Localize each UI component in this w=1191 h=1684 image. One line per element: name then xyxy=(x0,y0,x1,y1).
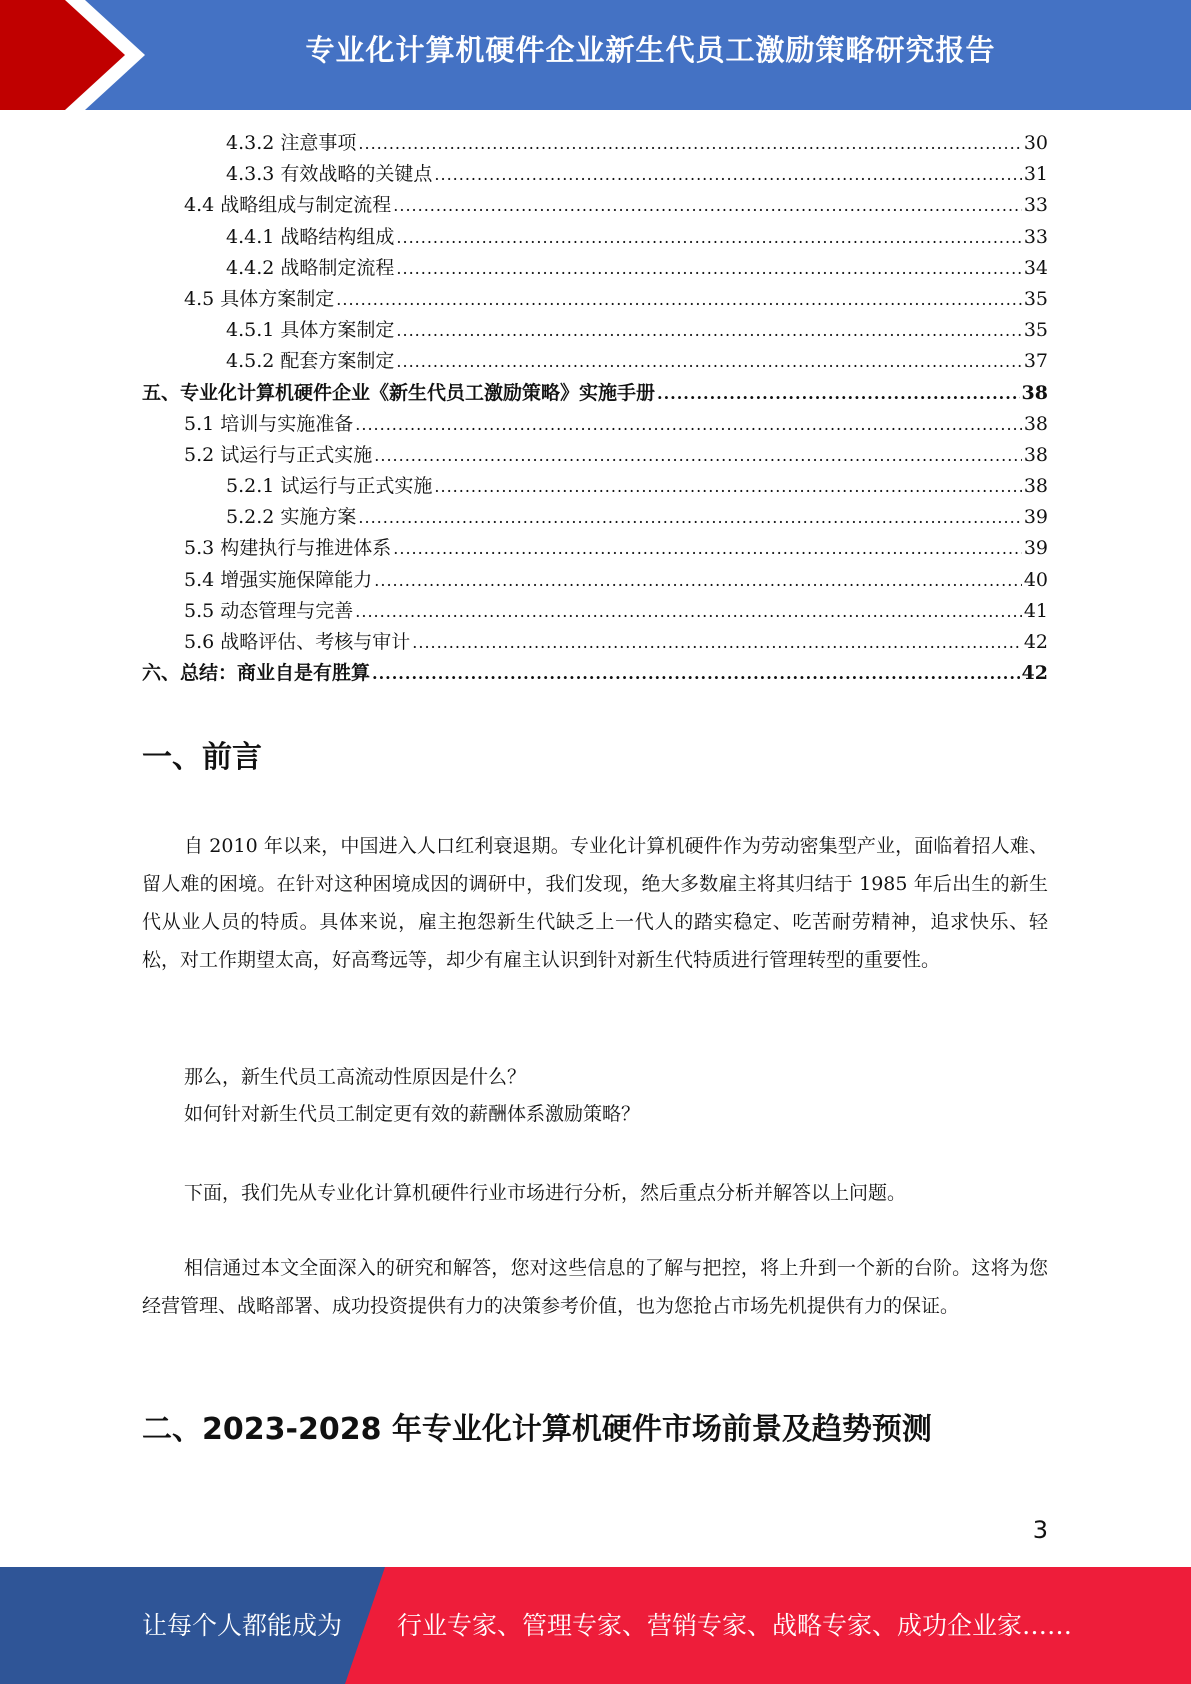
toc-entry-title: 5.1 培训与实施准备 xyxy=(184,412,354,435)
toc-leader-dots xyxy=(358,502,1021,533)
toc-entry-page: 37 xyxy=(1023,350,1048,373)
toc-entry-page: 33 xyxy=(1023,194,1048,217)
toc-entry[interactable] xyxy=(142,565,1048,596)
toc-leader-dots xyxy=(412,627,1022,658)
page-footer xyxy=(0,1567,1191,1684)
toc-entry-title: 4.3.2 注意事项 xyxy=(226,132,357,154)
toc-leader-dots xyxy=(657,378,1020,409)
toc-entry[interactable] xyxy=(142,502,1048,533)
toc-entry-page: 31 xyxy=(1023,163,1048,186)
toc-leader-dots xyxy=(434,159,1021,190)
toc-entry-title: 5.6 战略评估、考核与审计 xyxy=(184,631,411,653)
toc-entry-title: 4.5 具体方案制定 xyxy=(184,287,335,310)
toc-entry-page: 39 xyxy=(1023,506,1048,529)
toc-leader-dots xyxy=(374,440,1022,471)
toc-entry-title: 5.2 试运行与正式实施 xyxy=(184,443,373,466)
toc-leader-dots xyxy=(355,596,1022,627)
toc-entry[interactable] xyxy=(142,533,1048,564)
toc-leader-dots xyxy=(396,222,1021,253)
toc-entry-page: 35 xyxy=(1023,319,1048,342)
toc-leader-dots xyxy=(434,471,1021,502)
toc-entry-page: 40 xyxy=(1023,568,1048,591)
toc-entry[interactable] xyxy=(142,222,1048,253)
toc-leader-dots xyxy=(393,190,1022,221)
toc-entry-title: 4.4 战略组成与制定流程 xyxy=(184,194,392,217)
toc-entry-title: 4.5.2 配套方案制定 xyxy=(226,350,395,373)
toc-leader-dots xyxy=(372,658,1020,689)
footer-slogan-left: 让每个人都能成为 xyxy=(142,1611,343,1640)
toc-entry-page: 39 xyxy=(1023,537,1048,560)
toc-entry[interactable] xyxy=(142,627,1048,658)
toc-entry[interactable] xyxy=(142,596,1048,627)
toc-entry-page: 38 xyxy=(1021,381,1048,404)
header-arrow-decoration xyxy=(0,0,160,110)
toc-entry-title: 5.4 增强实施保障能力 xyxy=(184,568,373,591)
preface-question-2: 如何针对新生代员工制定更有效的薪酬体系激励策略？ xyxy=(184,1103,641,1125)
toc-leader-dots xyxy=(396,346,1021,377)
preface-paragraph-2: 下面，我们先从专业化计算机硬件行业市场进行分析，然后重点分析并解答以上问题。 xyxy=(184,1182,907,1204)
toc-entry[interactable] xyxy=(142,409,1048,440)
report-title: 专业化计算机硬件企业新生代员工激励策略研究报告 xyxy=(305,33,996,67)
toc-entry[interactable] xyxy=(142,471,1048,502)
section-heading-market-outlook: 二、2023-2028 年专业化计算机硬件市场前景及趋势预测 xyxy=(142,1412,932,1447)
toc-entry-title: 4.4.2 战略制定流程 xyxy=(226,256,395,279)
toc-entry-title: 4.5.1 具体方案制定 xyxy=(226,319,395,342)
toc-entry-page: 42 xyxy=(1023,631,1048,653)
toc-entry-title: 五、专业化计算机硬件企业《新生代员工激励策略》实施手册 xyxy=(142,381,656,404)
toc-entry[interactable] xyxy=(142,378,1048,409)
toc-entry-title: 六、总结：商业自是有胜算 xyxy=(142,662,371,685)
toc-entry-page: 41 xyxy=(1023,599,1048,622)
toc-entry[interactable] xyxy=(142,284,1048,315)
toc-entry-page: 38 xyxy=(1023,443,1048,466)
toc-entry-page: 35 xyxy=(1023,287,1048,310)
toc-entry-page: 34 xyxy=(1023,256,1048,279)
preface-paragraph-1: 自 2010 年以来，中国进入人口红利衰退期。专业化计算机硬件作为劳动密集型产业，面临着招人难、留人难的困境。在针对这种困境成因的调研中，我们发现，绝大多数雇主将其归结于 1985 年后出生的新生代从业人员的特质。具体来说，雇主抱怨新生代缺乏上一代人的踏实稳定、吃苦耐劳精神，追求快乐、轻松，对工作期望太高，好高骛远等，却少有雇主认识到针对新生代特质进行管理转型的重要性。 xyxy=(142,835,1048,971)
toc-entry-page: 33 xyxy=(1023,225,1048,248)
toc-entry-page: 42 xyxy=(1021,662,1048,685)
toc-entry-page: 30 xyxy=(1023,132,1048,154)
toc-leader-dots xyxy=(396,315,1021,346)
toc-entry-page: 38 xyxy=(1023,412,1048,435)
section-heading-preface: 一、前言 xyxy=(142,740,262,775)
toc-entry[interactable] xyxy=(142,159,1048,190)
footer-slogan-right: 行业专家、管理专家、营销专家、战略专家、成功企业家…… xyxy=(397,1611,1073,1640)
toc-entry[interactable] xyxy=(142,440,1048,471)
toc-leader-dots xyxy=(396,253,1021,284)
page-number: 3 xyxy=(1032,1516,1048,1544)
toc-entry-title: 5.3 构建执行与推进体系 xyxy=(184,537,392,560)
toc-leader-dots xyxy=(336,284,1022,315)
toc-entry-title: 5.5 动态管理与完善 xyxy=(184,599,354,622)
preface-paragraph-3: 相信通过本文全面深入的研究和解答，您对这些信息的了解与把控，将上升到一个新的台阶。这将为您经营管理、战略部署、成功投资提供有力的决策参考价值，也为您抢占市场先机提供有力的保证。 xyxy=(142,1257,1048,1317)
toc-leader-dots xyxy=(393,533,1022,564)
toc-leader-dots xyxy=(355,409,1022,440)
toc-entry-title: 4.4.1 战略结构组成 xyxy=(226,225,395,248)
toc-entry[interactable] xyxy=(142,253,1048,284)
toc-entry[interactable] xyxy=(142,315,1048,346)
page-header xyxy=(0,0,1191,110)
table-of-contents xyxy=(142,128,1048,689)
toc-entry-page: 38 xyxy=(1023,475,1048,498)
toc-entry-title: 5.2.2 实施方案 xyxy=(226,506,357,529)
toc-entry[interactable] xyxy=(142,658,1048,689)
toc-entry[interactable] xyxy=(142,190,1048,221)
toc-leader-dots xyxy=(374,565,1022,596)
preface-question-1: 那么，新生代员工高流动性原因是什么？ xyxy=(184,1066,527,1088)
toc-leader-dots xyxy=(358,128,1021,159)
toc-entry-title: 5.2.1 试运行与正式实施 xyxy=(226,475,433,498)
toc-entry-title: 4.3.3 有效战略的关键点 xyxy=(226,163,433,186)
toc-entry[interactable] xyxy=(142,128,1048,159)
toc-entry[interactable] xyxy=(142,346,1048,377)
